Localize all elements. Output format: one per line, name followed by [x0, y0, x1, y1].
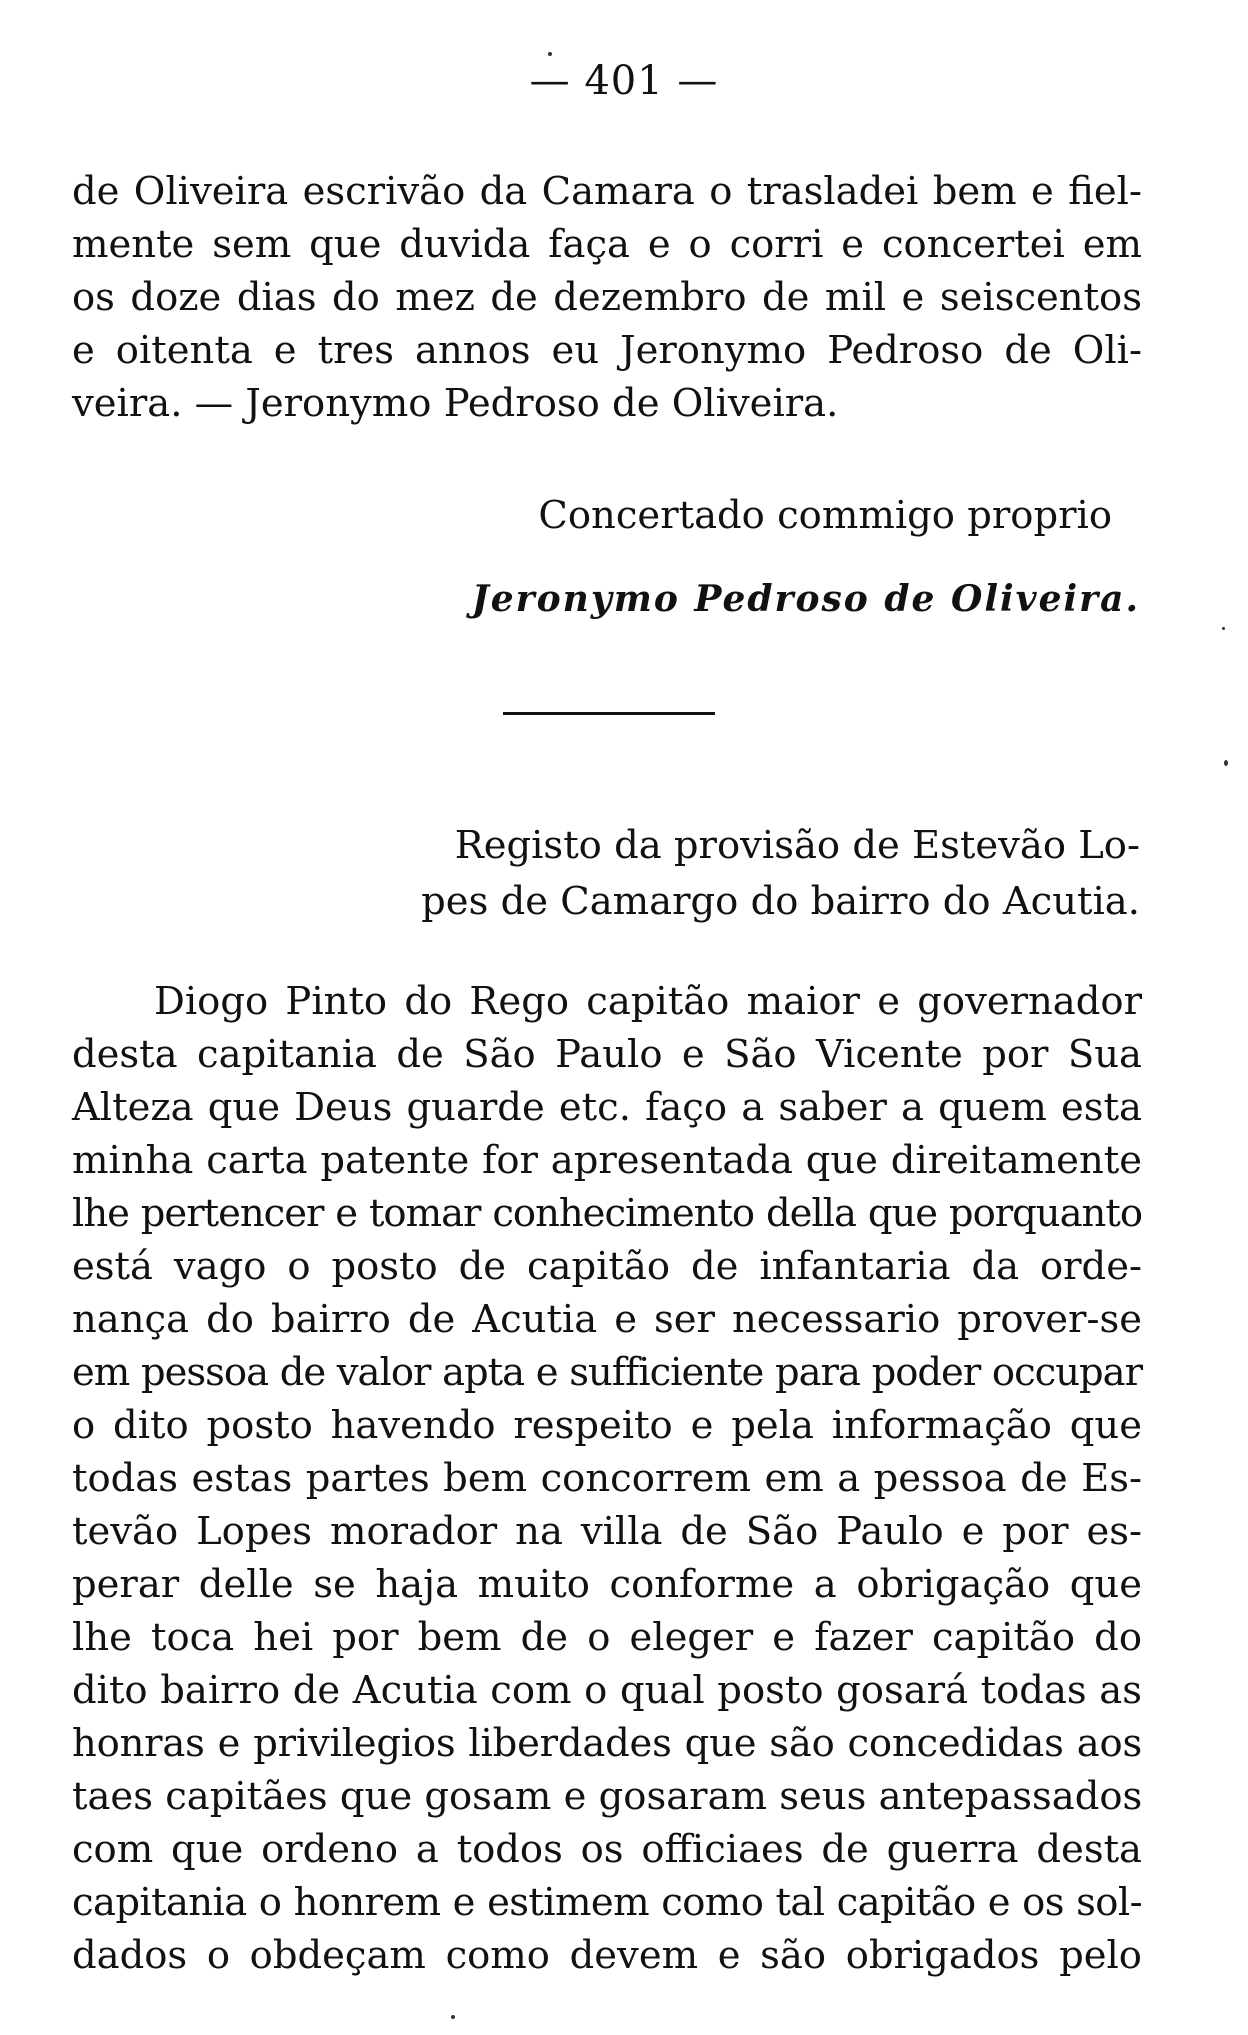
- text-line: veira. — Jeronymo Pedroso de Oliveira.: [72, 381, 839, 426]
- text-line: em pessoa de valor apta e sufficiente para poder occupar: [72, 1350, 1142, 1395]
- text-line: tevão Lopes morador na villa de São Paulo e por es-: [72, 1509, 1142, 1554]
- text-line: e oitenta e tres annos eu Jeronymo Pedroso de Oli-: [72, 328, 1142, 373]
- text-line: dito bairro de Acutia com o qual posto gosará todas as: [72, 1668, 1142, 1713]
- text-line: dados o obdeçam como devem e são obrigados pelo: [72, 1933, 1142, 1978]
- text-line: honras e privilegios liberdades que são concedidas aos: [72, 1721, 1142, 1766]
- signature-name: Jeronymo Pedroso de Oliveira.: [471, 578, 1140, 620]
- text-line: nança do bairro de Acutia e ser necessario prover-se: [72, 1297, 1142, 1342]
- text-line: capitania o honrem e estimem como tal capitão e os sol-: [72, 1880, 1142, 1925]
- page-number: — 401 —: [529, 58, 719, 104]
- text-line: Diogo Pinto do Rego capitão maior e governador: [154, 979, 1142, 1024]
- text-line: perar delle se haja muito conforme a obrigação que: [72, 1562, 1142, 1607]
- text-line: lhe pertencer e tomar conhecimento della que porquanto: [72, 1191, 1142, 1236]
- text-line: os doze dias do mez de dezembro de mil e seiscentos: [72, 275, 1142, 320]
- scan-speck: [1222, 627, 1225, 630]
- text-line: taes capitães que gosam e gosaram seus antepassados: [72, 1774, 1143, 1819]
- text-line: o dito posto havendo respeito e pela informação que: [72, 1403, 1142, 1448]
- text-line: mente sem que duvida faça e o corri e concertei em: [72, 222, 1142, 267]
- text-line: Alteza que Deus guarde etc. faço a saber a quem esta: [72, 1085, 1142, 1130]
- main-paragraph: [72, 975, 1142, 1982]
- scan-speck: [548, 52, 552, 56]
- text-line: desta capitania de São Paulo e São Vicente por Sua: [72, 1032, 1142, 1077]
- text-line: de Oliveira escrivão da Camara o trasladei bem e fiel-: [72, 169, 1142, 214]
- heading-line: pes de Camargo do bairro do Acutia.: [421, 879, 1140, 924]
- heading-line: Registo da provisão de Estevão Lo-: [454, 823, 1140, 868]
- text-line: com que ordeno a todos os officiaes de guerra desta: [72, 1827, 1142, 1872]
- scan-speck: [1224, 760, 1228, 766]
- text-line: minha carta patente for apresentada que direitamente: [72, 1138, 1142, 1183]
- text-line: lhe toca hei por bem de o eleger e fazer capitão do: [72, 1615, 1142, 1660]
- section-divider: [503, 712, 715, 715]
- text-line: todas estas partes bem concorrem em a pessoa de Es-: [72, 1456, 1142, 1501]
- opening-paragraph: [72, 165, 1142, 430]
- section-heading: [421, 818, 1140, 930]
- text-line: está vago o posto de capitão de infantaria da orde-: [72, 1244, 1142, 1289]
- signature-note: Concertado commigo proprio: [538, 493, 1112, 538]
- scan-speck: [451, 2015, 455, 2019]
